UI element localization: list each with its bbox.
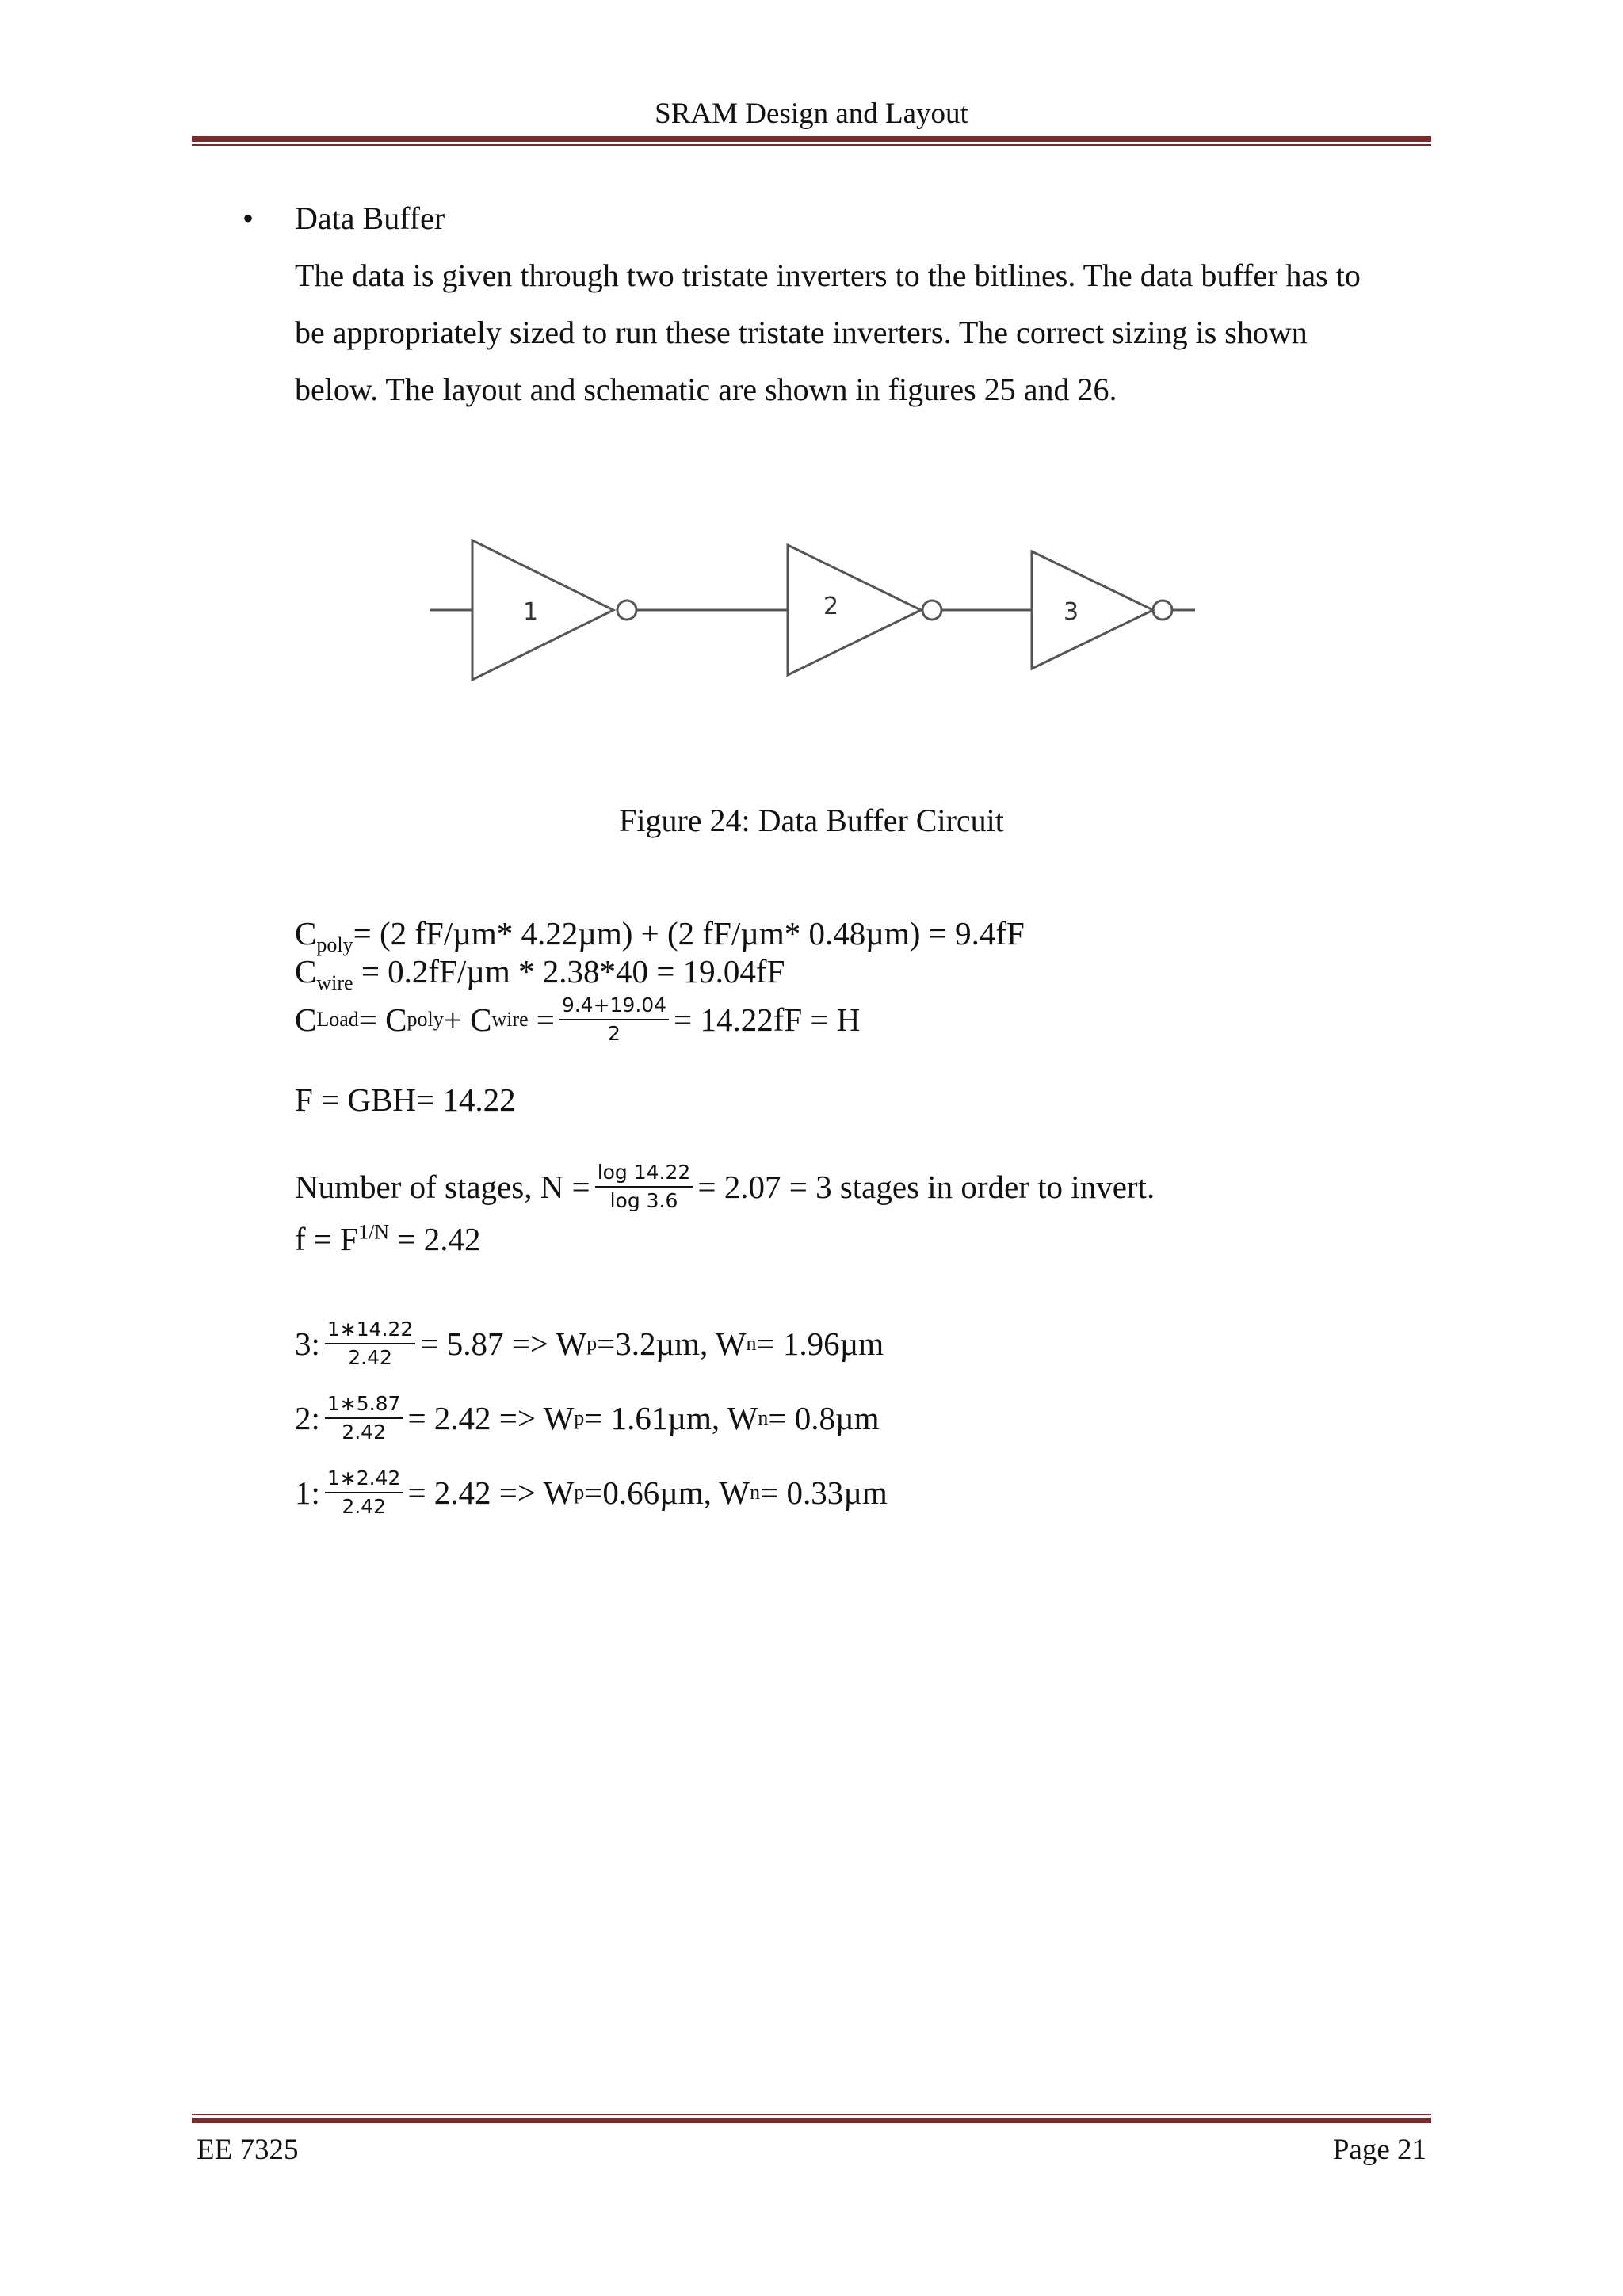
eq-cload: C Load = C poly + C wire = $\frac{9.4+19.04}{2}$ = 14.22fF = H bbox=[295, 994, 861, 1045]
sizing-2-fraction: $\frac{1∗5.87}{2.42}$ bbox=[325, 1392, 403, 1444]
footer-rule bbox=[192, 2118, 1431, 2123]
inverter-1-bubble bbox=[617, 601, 636, 620]
sizing-row-1: 1: $\frac{1∗2.42}{2.42}$ = 2.42 => W p =0.66µm, W n = 0.33µm bbox=[295, 1466, 888, 1518]
eq-number-of-stages: Number of stages, N = $\frac{\log 14.22}{\log 3.6}$ = 2.07 = 3 stages in order to invert. bbox=[295, 1161, 1155, 1212]
sizing-1-fraction: $\frac{1∗2.42}{2.42}$ bbox=[325, 1466, 403, 1519]
inverter-3-label: 3 bbox=[1064, 598, 1079, 626]
bullet-marker: • bbox=[242, 200, 254, 236]
inverter-2-bubble bbox=[922, 601, 941, 620]
inverter-1-triangle bbox=[472, 540, 613, 680]
eq-f-gbh: F = GBH= 14.22 bbox=[295, 1081, 516, 1118]
sizing-row-2: 2: $\frac{1∗5.87}{2.42}$ = 2.42 => W p = 1.61µm, W n = 0.8µm bbox=[295, 1392, 880, 1444]
footer-rule-thin bbox=[192, 2114, 1431, 2115]
data-buffer-circuit-diagram bbox=[412, 523, 1236, 697]
footer-page-number: Page 21 bbox=[1332, 2134, 1426, 2166]
eq-stage-effort: $f = F^{1/N} = 2.42$ bbox=[295, 1220, 481, 1257]
paragraph-line-2: be appropriately sized to run these tristate inverters. The correct sizing is shown bbox=[295, 315, 1308, 350]
sizing-row-3: 3: $\frac{1∗14.22}{2.42}$ = 5.87 => W p =3.2µm, W n = 1.96µm bbox=[295, 1318, 884, 1369]
figure-caption: Figure 24: Data Buffer Circuit bbox=[619, 803, 1004, 838]
footer-course-code: EE 7325 bbox=[197, 2134, 299, 2166]
cload-fraction: $\frac{9.4+19.04}{2}$ bbox=[559, 994, 669, 1046]
inverter-3-triangle bbox=[1032, 551, 1153, 669]
header-rule bbox=[192, 136, 1431, 142]
paragraph-line-1: The data is given through two tristate inverters to the bitlines. The data buffer has to bbox=[295, 257, 1361, 293]
inverter-3-bubble bbox=[1153, 601, 1172, 620]
section-heading: Data Buffer bbox=[295, 200, 445, 236]
inverter-2-triangle bbox=[788, 545, 921, 675]
paragraph-line-3: below. The layout and schematic are shown in figures 25 and 26. bbox=[295, 372, 1117, 407]
sizing-3-fraction: $\frac{1∗14.22}{2.42}$ bbox=[325, 1318, 415, 1370]
inverter-2-label: 2 bbox=[823, 593, 839, 620]
page-header-title: SRAM Design and Layout bbox=[655, 97, 968, 130]
eq-cpoly: $C_{poly}= (2$ fF/µm* 4.22µm) + (2 fF/µm* 0.48µm) = 9.4fF bbox=[295, 915, 1025, 957]
eq-cwire: $C_{wire} = 0.2fF/\mu m * 2.38*40 = 19.04fF$ bbox=[295, 953, 785, 995]
stages-fraction: $\frac{\log 14.22}{\log 3.6}$ bbox=[595, 1161, 693, 1213]
inverter-1-label: 1 bbox=[523, 598, 539, 626]
header-rule-thin bbox=[192, 144, 1431, 146]
